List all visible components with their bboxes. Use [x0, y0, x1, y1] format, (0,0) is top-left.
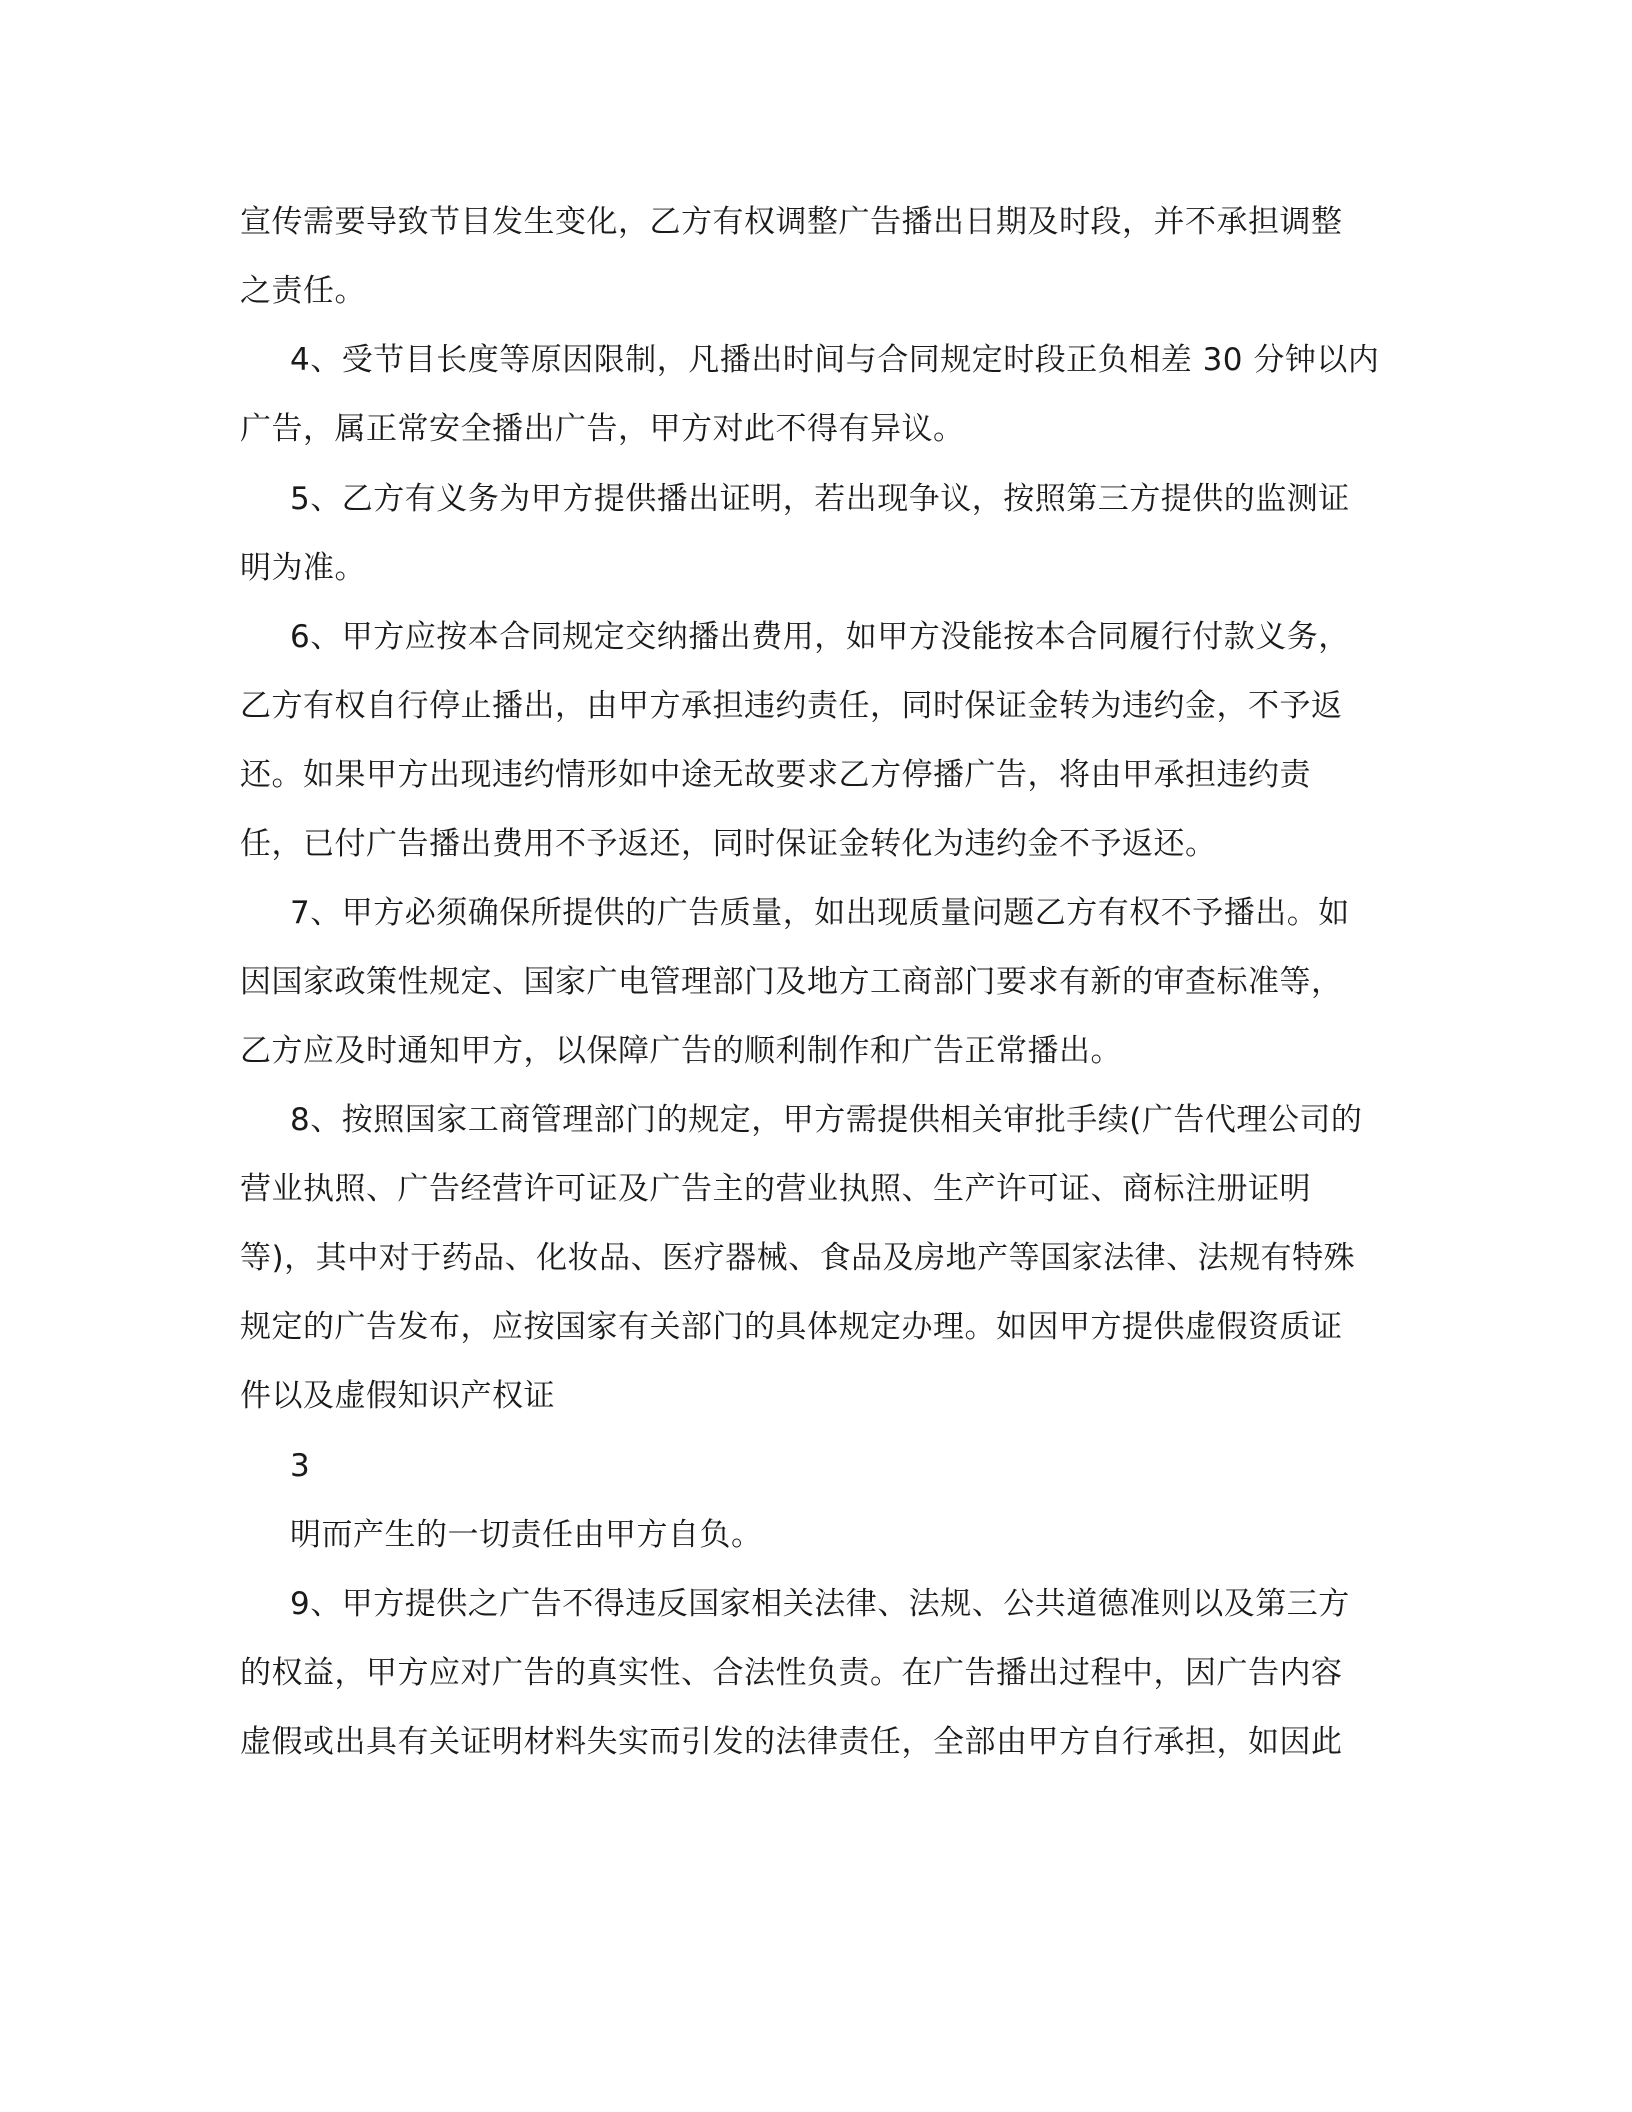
text-line: 明而产生的一切责任由甲方自负。 [290, 1517, 763, 1553]
text-line: 虚假或出具有关证明材料失实而引发的法律责任，全部由甲方自行承担，如因此 [240, 1724, 1343, 1760]
text-line: 广告，属正常安全播出广告，甲方对此不得有异议。 [240, 411, 965, 447]
text-line: 6、甲方应按本合同规定交纳播出费用，如甲方没能按本合同履行付款义务， [290, 619, 1350, 655]
text-line: 还。如果甲方出现违约情形如中途无故要求乙方停播广告，将由甲承担违约责 [240, 757, 1311, 793]
text-line: 任，已付广告播出费用不予返还，同时保证金转化为违约金不予返还。 [240, 826, 1217, 862]
text-line: 等)，其中对于药品、化妆品、医疗器械、食品及房地产等国家法律、法规有特殊 [240, 1240, 1356, 1276]
text-line: 5、乙方有义务为甲方提供播出证明，若出现争议，按照第三方提供的监测证 [290, 481, 1350, 517]
text-line: 4、受节目长度等原因限制，凡播出时间与合同规定时段正负相差 30 分钟以内 [290, 342, 1380, 378]
text-line: 之责任。 [240, 273, 366, 309]
text-line: 乙方有权自行停止播出，由甲方承担违约责任，同时保证金转为违约金，不予返 [240, 688, 1343, 724]
text-line: 8、按照国家工商管理部门的规定，甲方需提供相关审批手续(广告代理公司的 [290, 1102, 1363, 1138]
text-line: 9、甲方提供之广告不得违反国家相关法律、法规、公共道德准则以及第三方 [290, 1586, 1350, 1622]
text-line: 营业执照、广告经营许可证及广告主的营业执照、生产许可证、商标注册证明 [240, 1171, 1311, 1207]
text-line: 明为准。 [240, 550, 366, 586]
text-line: 件以及虚假知识产权证 [240, 1378, 555, 1414]
page-number: 3 [290, 1448, 311, 1484]
text-line: 7、甲方必须确保所提供的广告质量，如出现质量问题乙方有权不予播出。如 [290, 895, 1350, 931]
text-line: 的权益，甲方应对广告的真实性、合法性负责。在广告播出过程中，因广告内容 [240, 1655, 1343, 1691]
text-line: 因国家政策性规定、国家广电管理部门及地方工商部门要求有新的审查标准等， [240, 964, 1343, 1000]
text-line: 规定的广告发布，应按国家有关部门的具体规定办理。如因甲方提供虚假资质证 [240, 1309, 1343, 1345]
text-line: 乙方应及时通知甲方，以保障广告的顺利制作和广告正常播出。 [240, 1033, 1122, 1069]
text-line: 宣传需要导致节目发生变化，乙方有权调整广告播出日期及时段，并不承担调整 [240, 204, 1343, 240]
